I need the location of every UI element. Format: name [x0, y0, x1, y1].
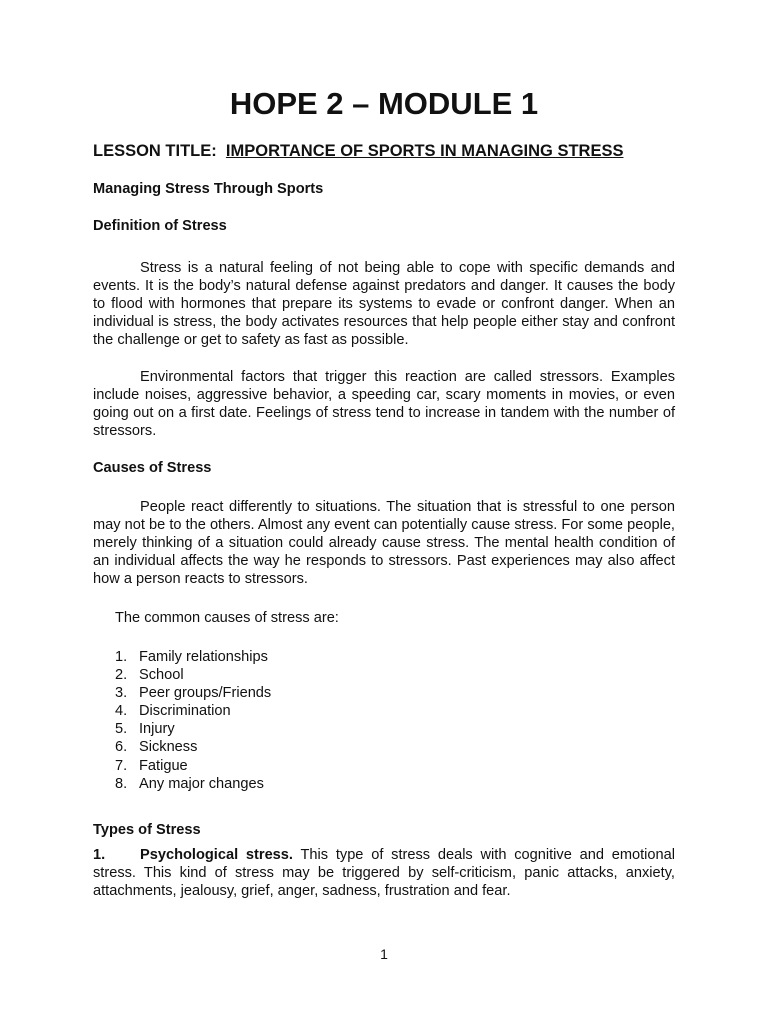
causes-paragraph — [93, 498, 675, 588]
definition-paragraph-1-text: Stress is a natural feeling of not being able to cope with specific demands and events. It is the body’s natural defense against predators and danger. It causes the body to flood with hormones that prepare its systems to evade or confront danger. When an individual is stress, the body activates resources that help people either stay and confront the challenge or get to safety as fast as possible. — [93, 260, 675, 348]
causes-intro: The common causes of stress are: — [115, 610, 339, 626]
list-item: 6. Sickness — [115, 739, 198, 756]
types-heading: Types of Stress — [93, 822, 201, 838]
list-item: 4. Discrimination — [115, 703, 231, 720]
lesson-title-label: LESSON TITLE: — [93, 142, 217, 160]
document-title: HOPE 2 – MODULE 1 — [229, 86, 539, 121]
list-item: 3. Peer groups/Friends — [115, 685, 272, 702]
causes-paragraph-text: People react differently to situations. The situation that is stressful to one person may not be to the others. Almost any event can potentially cause stress. For some people, merely thinking of a situation could already cause stress. The mental health condition of an individual affects the way he responds to stressors. Past experiences may also affect how a person reacts to stressors. — [93, 499, 675, 587]
list-item: 5. Injury — [115, 721, 175, 738]
definition-heading: Definition of Stress — [93, 218, 227, 234]
list-item: 7. Fatigue — [115, 757, 188, 774]
definition-paragraph-1 — [93, 259, 675, 349]
causes-heading: Causes of Stress — [93, 460, 212, 476]
types-item-1-number: 1. — [93, 847, 106, 863]
types-item-1 — [93, 846, 675, 900]
lesson-title-text: IMPORTANCE OF SPORTS IN MANAGING STRESS — [225, 142, 624, 160]
page-number: 1 — [380, 946, 388, 962]
types-item-1-name: Psychological stress. — [140, 847, 293, 863]
list-item: 1. Family relationships — [115, 649, 268, 665]
definition-paragraph-2 — [93, 368, 675, 440]
types-item-1-text: This type of stress deals with cognitive and emotional stress. This kind of stress may be triggered by self-criticism, panic attacks, anxiety, attachments, jealousy, grief, anger, sadness, frustration and fear. — [93, 847, 675, 899]
definition-paragraph-2-text: Environmental factors that trigger this reaction are called stressors. Examples include noises, aggressive behavior, a speeding car, scary moments in movies, or even going out on a first date. Feelings of stress tend to increase in tandem with the number of stressors. — [93, 369, 675, 439]
list-item: 8. Any major changes — [115, 775, 264, 792]
list-item: 2. School — [115, 667, 184, 684]
lesson-title — [93, 141, 623, 161]
section-heading: Managing Stress Through Sports — [93, 181, 324, 197]
causes-list — [115, 648, 271, 793]
